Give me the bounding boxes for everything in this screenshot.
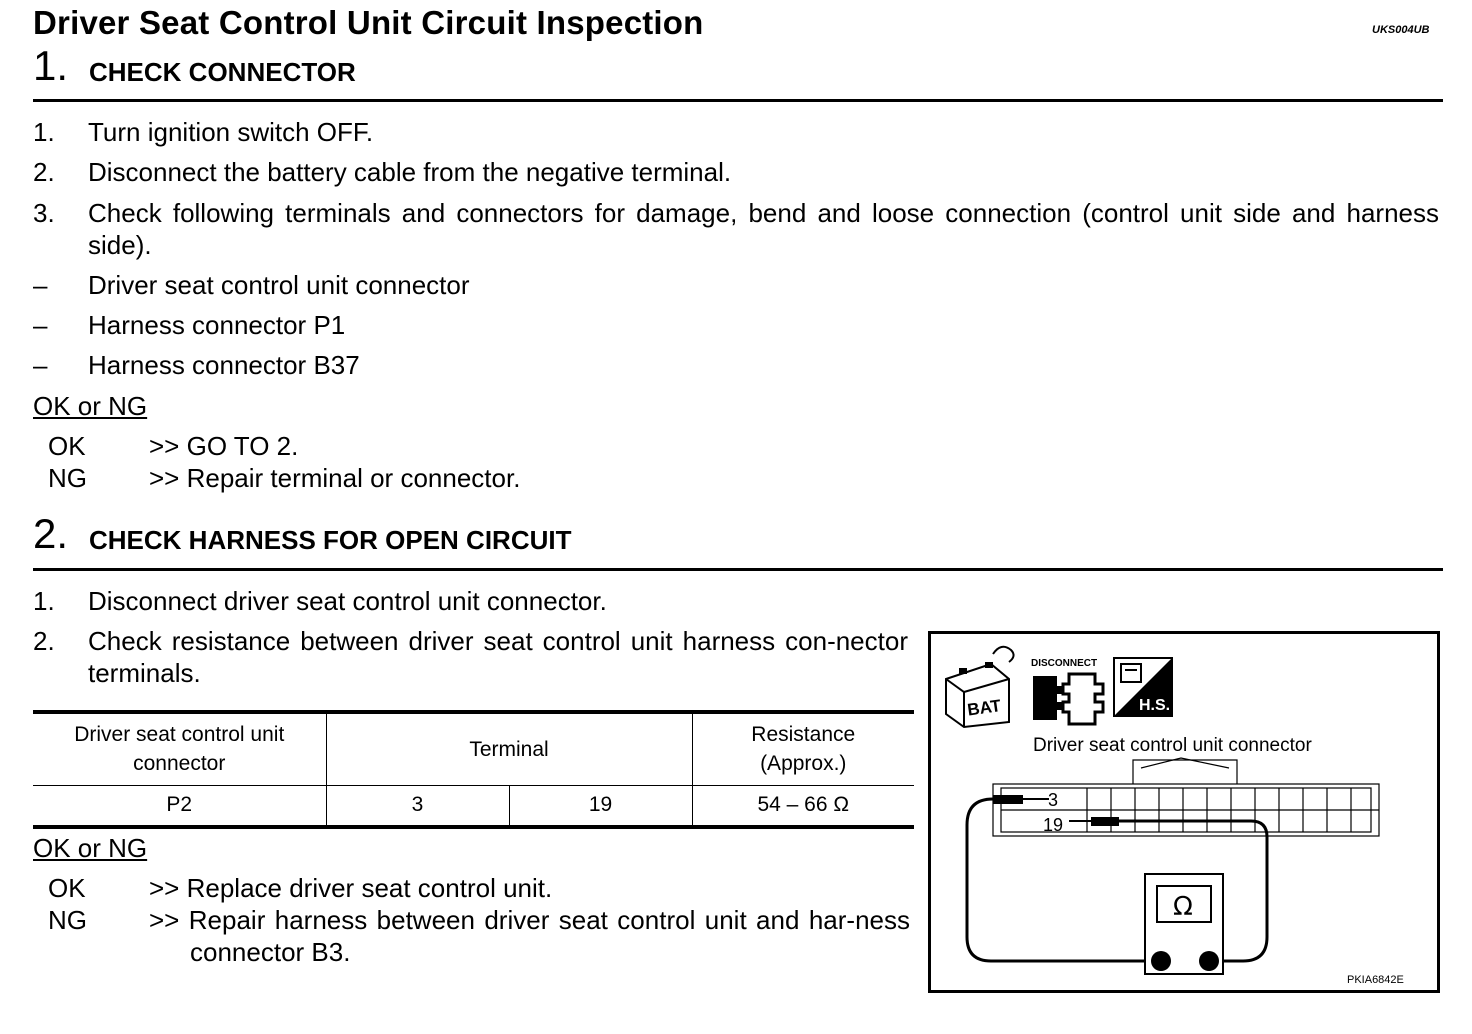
step1-item-text: Check following terminals and connectors for damage, bend and loose connection (control unit side and harness side).	[88, 198, 1439, 260]
header-connector: Driver seat control unit connector	[33, 712, 326, 785]
step2-item-marker: 1.	[33, 586, 55, 616]
disconnect-icon	[1031, 658, 1103, 724]
figure-drawing	[931, 634, 1437, 990]
header-terminal: Terminal	[326, 712, 692, 785]
step1-item-text: Harness connector P1	[88, 310, 346, 340]
step1-item-text: Disconnect the battery cable from the negative terminal.	[88, 157, 732, 187]
ohmmeter-icon	[1145, 874, 1223, 974]
step1-item-marker: –	[33, 270, 48, 300]
step1-item-text: Turn ignition switch OFF.	[88, 117, 374, 147]
step1-item-marker: –	[33, 310, 48, 340]
cell-terminal-b: 19	[509, 785, 692, 827]
result-text-ng: >> Repair harness between driver seat control unit and har-ness connector B3.	[149, 905, 910, 967]
page-title: Driver Seat Control Unit Circuit Inspection	[33, 4, 704, 41]
battery-icon	[946, 647, 1014, 727]
step2-item-text: Check resistance between driver seat control unit harness con-nector terminals.	[88, 626, 908, 688]
step2-item-text: Disconnect driver seat control unit connector.	[88, 586, 607, 616]
header-resistance: Resistance (Approx.)	[692, 712, 914, 785]
step2-divider	[33, 568, 1443, 571]
step1-divider	[33, 99, 1443, 102]
document-id: UKS004UB	[1372, 24, 1430, 36]
step1-number: 1.	[33, 42, 69, 89]
pin-label-19: 19	[1043, 815, 1064, 835]
disconnect-label: DISCONNECT	[1031, 658, 1098, 669]
result-key-ng: NG	[48, 463, 87, 493]
pin-label-3: 3	[1048, 790, 1059, 810]
result-key-ng: NG	[48, 905, 87, 935]
step1-item-marker: 2.	[33, 157, 55, 187]
ohm-symbol: Ω	[1173, 892, 1193, 922]
figure-id: PKIA6842E	[1347, 974, 1404, 986]
step2-result-heading: OK or NG	[33, 833, 148, 863]
step1-result-heading: OK or NG	[33, 391, 148, 421]
battery-label: BAT	[966, 696, 1003, 720]
step2-item-marker: 2.	[33, 626, 55, 656]
cell-connector: P2	[33, 785, 326, 827]
step1-item-marker: –	[33, 350, 48, 380]
step1-item-marker: 1.	[33, 117, 55, 147]
result-key-ok: OK	[48, 431, 86, 461]
table-row	[33, 785, 914, 827]
step2-number: 2.	[33, 510, 69, 557]
connector-label: Driver seat control unit connector	[1033, 735, 1312, 756]
hs-icon	[1114, 658, 1172, 716]
resistance-spec-table	[33, 710, 914, 829]
hs-label: H.S.	[1139, 697, 1171, 714]
inspection-figure	[928, 631, 1440, 993]
step2-title: CHECK HARNESS FOR OPEN CIRCUIT	[89, 525, 572, 555]
step1-title: CHECK CONNECTOR	[89, 57, 356, 87]
step1-item-marker: 3.	[33, 198, 55, 228]
step1-item-text: Driver seat control unit connector	[88, 270, 470, 300]
cell-terminal-a: 3	[326, 785, 509, 827]
cell-resistance: 54 – 66 Ω	[692, 785, 914, 827]
result-key-ok: OK	[48, 873, 86, 903]
result-text-ok: >> GO TO 2.	[149, 431, 299, 461]
result-text-ok: >> Replace driver seat control unit.	[149, 873, 553, 903]
table-header-row	[33, 712, 914, 785]
result-text-ng: >> Repair terminal or connector.	[149, 463, 521, 493]
step1-item-text: Harness connector B37	[88, 350, 360, 380]
